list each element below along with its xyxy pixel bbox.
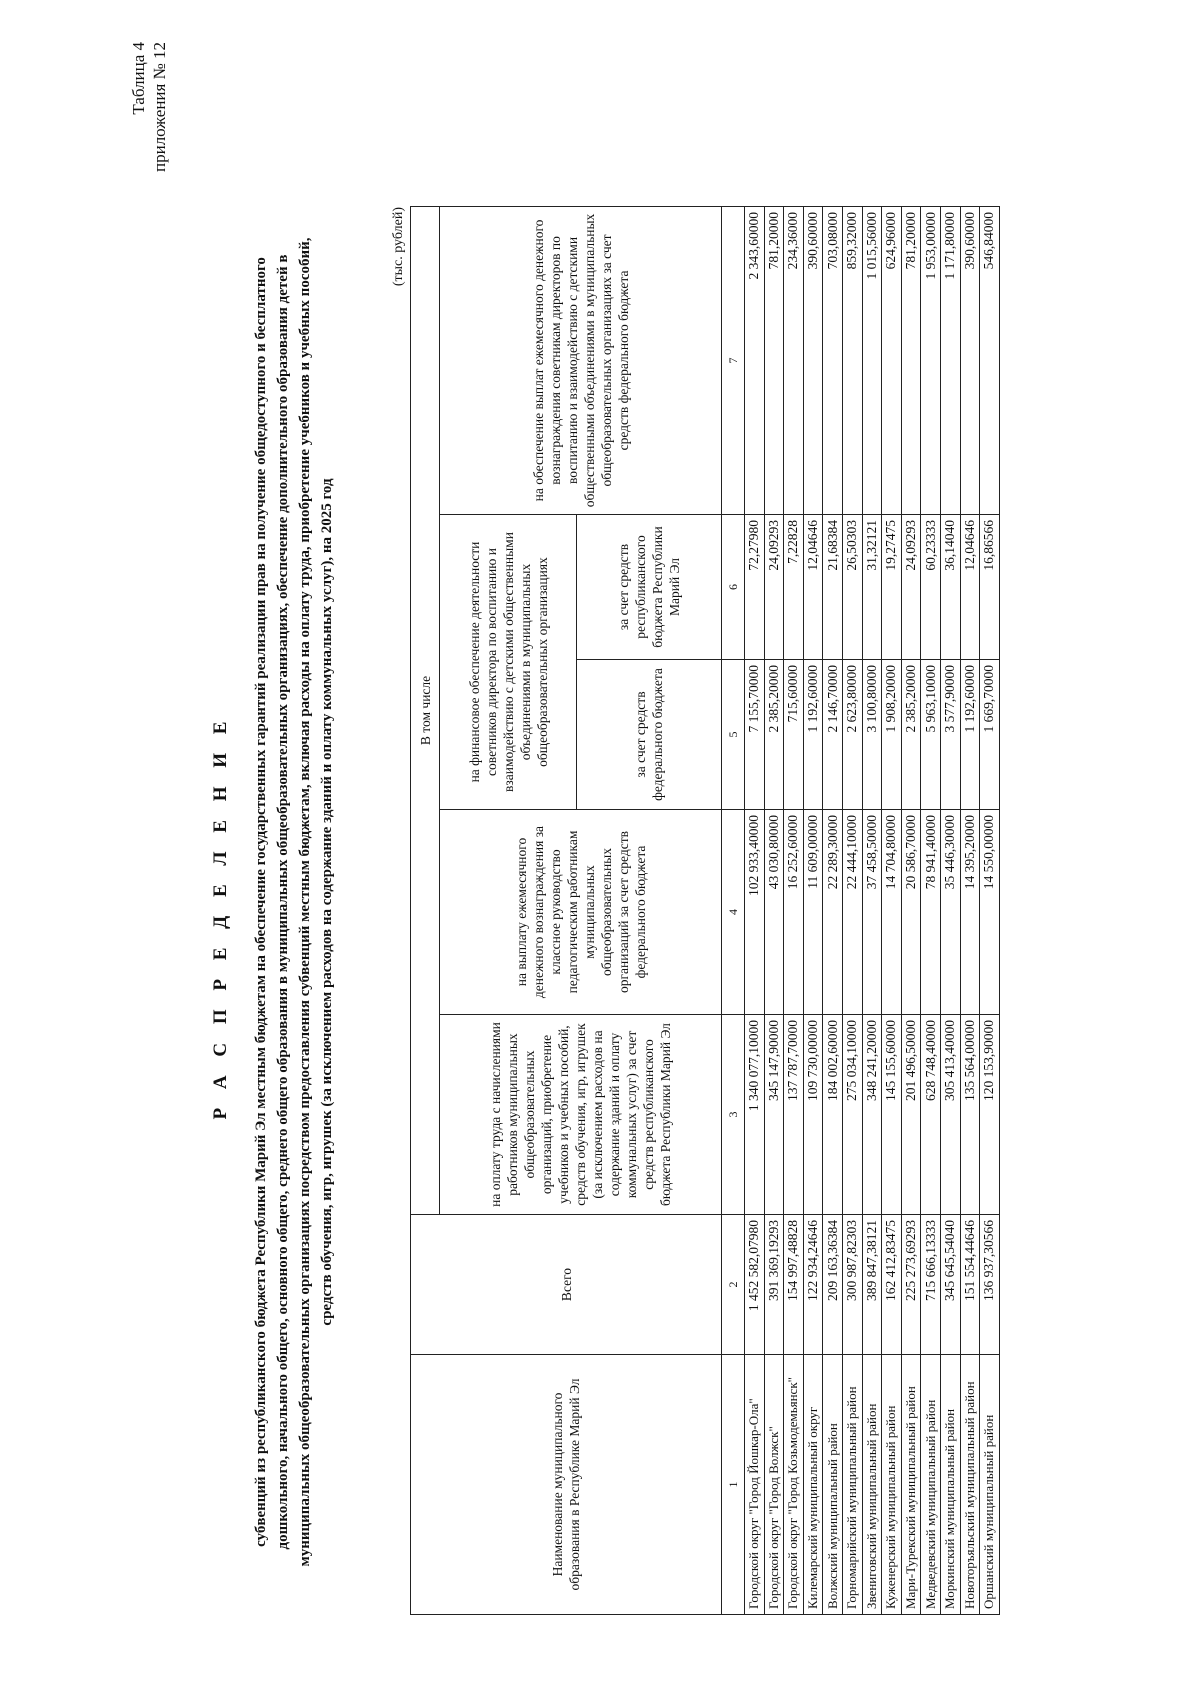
units-label: (тыс. рублей) [391, 207, 406, 287]
total-value: 391 369,19293 [764, 1215, 784, 1355]
total-value: 345 645,54040 [940, 1215, 960, 1355]
total-value: 1 452 582,07980 [745, 1215, 765, 1355]
col6-value: 16,86566 [980, 515, 1000, 660]
header-col3: на оплату труда с начислениями работников муниципальных общеобразовательных организаций, приобретение учебников и учебных пособий, средств обучения, игр, игрушек (за исключением расходов на содержание зданий и оплату коммунальных услуг) за счет средств республиканского бюджета Республики Марий Эл [440, 1015, 722, 1215]
header-municipality: Наименование муниципального образования в Республике Марий Эл [411, 1355, 722, 1615]
table-row [764, 206, 784, 1614]
col7-value: 234,36000 [784, 206, 804, 514]
municipality-name: Городской округ "Город Волжск" [764, 1355, 784, 1615]
col6-value: 26,50303 [842, 515, 862, 660]
total-value: 122 934,24646 [803, 1215, 823, 1355]
total-value: 389 847,38121 [862, 1215, 882, 1355]
col4-value: 35 446,30000 [940, 810, 960, 1015]
document-subtitle: субвенций из республиканского бюджета Республики Марий Эл местным бюджетам на обеспечение государственных гарантий реализации прав на получение общедоступного и бесплатного дошкольного, начального общего, основного общего, среднего общего образования в муниципальных общеобразовательных организациях, обеспечение дополнительного образования детей в муниципальных общеобразовательных организациях посредством предоставления субвенций местным бюджетам, включая расходы на оплату труда, приобретение учебников и учебных пособий, средств обучения, игр, игрушек (за исключением расходов на содержание зданий и оплату коммунальных услуг), на 2025 год [253, 237, 335, 1567]
col4-value: 22 444,10000 [842, 810, 862, 1015]
col5-value: 1 192,60000 [803, 660, 823, 810]
col3-value: 275 034,10000 [842, 1015, 862, 1215]
municipality-name: Мари-Турекский муниципальный район [901, 1355, 921, 1615]
col5-value: 3 100,80000 [862, 660, 882, 810]
col7-value: 546,84000 [980, 206, 1000, 514]
appendix-label: приложения № 12 [150, 41, 169, 172]
column-number: 3 [722, 1015, 745, 1215]
col7-value: 1 171,80000 [940, 206, 960, 514]
col5-value: 1 192,60000 [960, 660, 980, 810]
municipality-name: Звениговский муниципальный район [862, 1355, 882, 1615]
col7-value: 2 343,60000 [745, 206, 765, 514]
col5-value: 5 963,10000 [921, 660, 941, 810]
header-col4: на выплату ежемесячного денежного вознаграждения за классное руководство педагогическим работникам муниципальных общеобразовательных организаций за счет средств федерального бюджета [440, 810, 722, 1015]
col5-value: 2 385,20000 [764, 660, 784, 810]
col7-value: 703,08000 [823, 206, 843, 514]
col4-value: 78 941,40000 [921, 810, 941, 1015]
table-label: Таблица 4 [129, 41, 148, 115]
table-row [803, 206, 823, 1614]
col7-value: 390,60000 [803, 206, 823, 514]
municipality-name: Городской округ "Город Козьмодемьянск" [784, 1355, 804, 1615]
col4-value: 37 458,50000 [862, 810, 882, 1015]
col6-value: 12,04646 [960, 515, 980, 660]
col4-value: 14 704,80000 [882, 810, 902, 1015]
table-row [960, 206, 980, 1614]
col4-value: 22 289,30000 [823, 810, 843, 1015]
col5-value: 2 385,20000 [901, 660, 921, 810]
municipality-name: Городской округ "Город Йошкар-Ола" [745, 1355, 765, 1615]
col7-value: 781,20000 [901, 206, 921, 514]
table-row [784, 206, 804, 1614]
col4-value: 11 609,00000 [803, 810, 823, 1015]
distribution-table [410, 206, 1000, 1615]
col6-value: 24,09293 [901, 515, 921, 660]
col6-value: 72,27980 [745, 515, 765, 660]
col3-value: 137 787,70000 [784, 1015, 804, 1215]
table-row [882, 206, 902, 1614]
col3-value: 135 564,00000 [960, 1015, 980, 1215]
table-row [980, 206, 1000, 1614]
municipality-name: Горномарийский муниципальный район [842, 1355, 862, 1615]
table-row [940, 206, 960, 1614]
col4-value: 20 586,70000 [901, 810, 921, 1015]
table-row [842, 206, 862, 1614]
col3-value: 345 147,90000 [764, 1015, 784, 1215]
col5-value: 1 669,70000 [980, 660, 1000, 810]
col5-value: 2 146,70000 [823, 660, 843, 810]
col7-value: 624,96000 [882, 206, 902, 514]
col3-value: 120 153,90000 [980, 1015, 1000, 1215]
total-value: 715 666,13333 [921, 1215, 941, 1355]
table-reference [128, 42, 170, 172]
col5-value: 3 577,90000 [940, 660, 960, 810]
column-number: 1 [722, 1355, 745, 1615]
total-value: 151 554,44646 [960, 1215, 980, 1355]
document-title: Р А С П Р Е Д Е Л Е Н И Е [210, 714, 231, 1120]
col5-value: 1 908,20000 [882, 660, 902, 810]
col4-value: 16 252,60000 [784, 810, 804, 1015]
table-row [745, 206, 765, 1614]
col3-value: 628 748,40000 [921, 1015, 941, 1215]
col7-value: 781,20000 [764, 206, 784, 514]
col7-value: 1 953,00000 [921, 206, 941, 514]
col7-value: 859,32000 [842, 206, 862, 514]
col6-value: 31,32121 [862, 515, 882, 660]
column-number: 5 [722, 660, 745, 810]
municipality-name: Килемарский муниципальный округ [803, 1355, 823, 1615]
col4-value: 14 395,20000 [960, 810, 980, 1015]
column-number: 7 [722, 206, 745, 514]
header-including: В том числе [411, 206, 440, 1214]
col4-value: 102 933,40000 [745, 810, 765, 1015]
col5-value: 7 155,70000 [745, 660, 765, 810]
table-row [921, 206, 941, 1614]
total-value: 225 273,69293 [901, 1215, 921, 1355]
col5-value: 715,60000 [784, 660, 804, 810]
total-value: 209 163,36384 [823, 1215, 843, 1355]
table-row [862, 206, 882, 1614]
col3-value: 109 730,00000 [803, 1015, 823, 1215]
municipality-name: Волжский муниципальный район [823, 1355, 843, 1615]
col3-value: 145 155,60000 [882, 1015, 902, 1215]
col6-value: 19,27475 [882, 515, 902, 660]
total-value: 136 937,30566 [980, 1215, 1000, 1355]
table-body [745, 206, 1000, 1614]
column-number: 2 [722, 1215, 745, 1355]
col6-value: 7,22828 [784, 515, 804, 660]
table-row [901, 206, 921, 1614]
municipality-name: Новоторъяльский муниципальный район [960, 1355, 980, 1615]
col3-value: 201 496,50000 [901, 1015, 921, 1215]
col6-value: 36,14040 [940, 515, 960, 660]
column-number: 4 [722, 810, 745, 1015]
header-total: Всего [411, 1215, 722, 1355]
column-number: 6 [722, 515, 745, 660]
column-numbers-row [722, 206, 745, 1614]
col7-value: 1 015,56000 [862, 206, 882, 514]
municipality-name: Медведевский муниципальный район [921, 1355, 941, 1615]
table-row [823, 206, 843, 1614]
header-col5: за счет средств федерального бюджета [577, 660, 722, 810]
header-col6: за счет средств республиканского бюджета Республики Марий Эл [577, 515, 722, 660]
municipality-name: Куженерский муниципальный район [882, 1355, 902, 1615]
col4-value: 43 030,80000 [764, 810, 784, 1015]
header-advisors-group: на финансовое обеспечение деятельности советников директора по воспитанию и взаимодействию с детскими общественными объединениями в муниципальных общеобразовательных организациях [440, 515, 577, 810]
col3-value: 348 241,20000 [862, 1015, 882, 1215]
municipality-name: Оршанский муниципальный район [980, 1355, 1000, 1615]
col4-value: 14 550,00000 [980, 810, 1000, 1015]
col6-value: 21,68384 [823, 515, 843, 660]
col6-value: 12,04646 [803, 515, 823, 660]
header-col7: на обеспечение выплат ежемесячного денежного вознаграждения советникам директоров по воспитанию и взаимодействию с детскими общественными объединениями в муниципальных общеобразовательных организациях за счет средств федерального бюджета [440, 206, 722, 514]
col3-value: 184 002,60000 [823, 1015, 843, 1215]
total-value: 162 412,83475 [882, 1215, 902, 1355]
total-value: 300 987,82303 [842, 1215, 862, 1355]
col6-value: 24,09293 [764, 515, 784, 660]
col3-value: 305 413,40000 [940, 1015, 960, 1215]
col3-value: 1 340 077,10000 [745, 1015, 765, 1215]
municipality-name: Моркинский муниципальный район [940, 1355, 960, 1615]
total-value: 154 997,48828 [784, 1215, 804, 1355]
col6-value: 60,23333 [921, 515, 941, 660]
col5-value: 2 623,80000 [842, 660, 862, 810]
col7-value: 390,60000 [960, 206, 980, 514]
